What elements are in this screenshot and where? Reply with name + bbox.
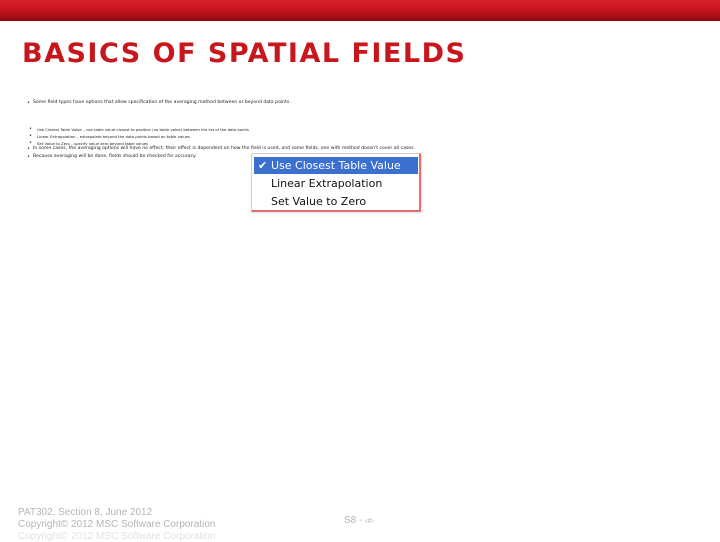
- top-banner-divider: [0, 19, 720, 21]
- menu-item-label: Set Value to Zero: [271, 195, 367, 208]
- menu-item-use-closest-table-value[interactable]: [254, 157, 418, 174]
- menu-item-linear-extrapolation[interactable]: [254, 175, 418, 192]
- page-number-field: ‹#›: [365, 518, 374, 525]
- page-number-prefix: S8 -: [344, 515, 366, 526]
- bullet-marker: •: [27, 100, 30, 106]
- bullet-marker: •: [27, 146, 30, 152]
- sub-bullet-text-2: Linear Extrapolation – extrapolate beyond the data points based on table values: [37, 134, 190, 139]
- footer-course-info: PAT302, Section 8, June 2012: [18, 507, 153, 518]
- sub-bullet-marker: •: [29, 133, 32, 139]
- sub-bullet-text-3: Set Value to Zero – specify value zero beyond table values: [37, 141, 149, 146]
- checkmark-icon: ✔: [258, 159, 268, 172]
- bullet-text-1: Some field types have options that allow specification of the averaging method between or beyond data points.: [33, 100, 291, 105]
- footer-copyright: Copyright© 2012 MSC Software Corporation: [18, 519, 216, 530]
- sub-bullet-text-1: Use Closest Table Value – use table value closest to position (no table value) between the list of the data points: [37, 127, 250, 132]
- menu-item-set-value-to-zero[interactable]: [254, 193, 418, 210]
- bullet-text-2: In some cases, the averaging options will have no effect; their effect is dependent on how the field is used, and some fields, one with method doesn't cover all cases.: [33, 146, 415, 151]
- slide-title: BASICS OF SPATIAL FIELDS: [22, 38, 467, 69]
- footer-copyright-shadow: Copyright© 2012 MSC Software Corporation: [18, 531, 216, 542]
- top-banner: [0, 0, 720, 19]
- page-number: [344, 515, 374, 526]
- sub-bullet-marker: •: [29, 126, 32, 132]
- menu-item-label: Linear Extrapolation: [271, 177, 383, 190]
- sub-bullet-marker: •: [29, 140, 32, 146]
- menu-item-label: Use Closest Table Value: [271, 159, 401, 172]
- averaging-options-menu: [251, 153, 421, 212]
- bullet-marker: •: [27, 154, 30, 160]
- bullet-text-3: Because averaging will be done, fields should be checked for accuracy.: [33, 154, 197, 159]
